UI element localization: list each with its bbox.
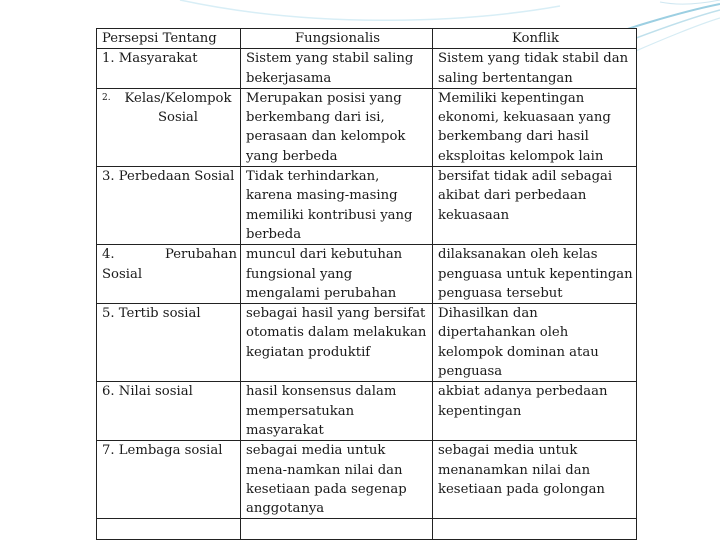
- fungsionalis-cell: sebagai hasil yang bersifat otomatis dalam melakukan kegiatan produktif: [241, 304, 433, 382]
- konflik-cell: dilaksanakan oleh kelas penguasa untuk kepentingan penguasa tersebut: [433, 245, 637, 304]
- fungsionalis-cell: muncul dari kebutuhan fungsional yang mengalami perubahan: [241, 245, 433, 304]
- table-header-row: [97, 29, 637, 49]
- row-number: 2.: [102, 92, 111, 103]
- table-row: [97, 49, 637, 89]
- row-label: 5. Tertib sosial: [97, 304, 241, 382]
- row-label: 7. Lembaga sosial: [97, 441, 241, 519]
- row-label: 3. Perbedaan Sosial: [97, 167, 241, 245]
- fungsionalis-cell: Tidak terhindarkan, karena masing-masing memiliki kontribusi yang berbeda: [241, 167, 433, 245]
- table-row: [97, 382, 637, 441]
- row-label: 1. Masyarakat: [97, 49, 241, 89]
- row-label: 4. Perubahan: [102, 247, 237, 263]
- konflik-cell: Memiliki kepentingan ekonomi, kekuasaan yang berkembang dari hasil eksploitas kelompok lain: [433, 88, 637, 166]
- konflik-cell: Dihasilkan dan dipertahankan oleh kelompok dominan atau penguasa: [433, 304, 637, 382]
- fungsionalis-cell: hasil konsensus dalam mempersatukan masyarakat: [241, 382, 433, 441]
- table-row: [97, 88, 637, 166]
- konflik-cell: bersifat tidak adil sebagai akibat dari perbedaan kekuasaan: [433, 167, 637, 245]
- table-row: [97, 245, 637, 304]
- header-persepsi-tentang: Persepsi Tentang: [97, 29, 241, 49]
- table-row-cutoff: [97, 519, 637, 539]
- row-label-cell: [97, 245, 241, 304]
- row-label: Kelas/Kelompok Sosial: [124, 90, 232, 126]
- konflik-cell: akbiat adanya perbedaan kepentingan: [433, 382, 637, 441]
- header-konflik: Konflik: [433, 29, 637, 49]
- konflik-cell: sebagai media untuk menanamkan nilai dan kesetiaan pada golongan: [433, 441, 637, 519]
- row-label-continued: Sosial: [102, 266, 143, 282]
- row-label: 6. Nilai sosial: [97, 382, 241, 441]
- header-fungsionalis: Fungsionalis: [241, 29, 433, 49]
- table-row: [97, 441, 637, 519]
- fungsionalis-cell: sebagai media untuk mena-namkan nilai dan kesetiaan pada segenap anggotanya: [241, 441, 433, 519]
- fungsionalis-cell: Merupakan posisi yang berkembang dari isi, perasaan dan kelompok yang berbeda: [241, 88, 433, 166]
- row-label-cell: [97, 88, 241, 166]
- konflik-cell: Sistem yang tidak stabil dan saling bertentangan: [433, 49, 637, 89]
- comparison-table: [96, 28, 637, 540]
- table-row: [97, 304, 637, 382]
- table-row: [97, 167, 637, 245]
- fungsionalis-cell: Sistem yang stabil saling bekerjasama: [241, 49, 433, 89]
